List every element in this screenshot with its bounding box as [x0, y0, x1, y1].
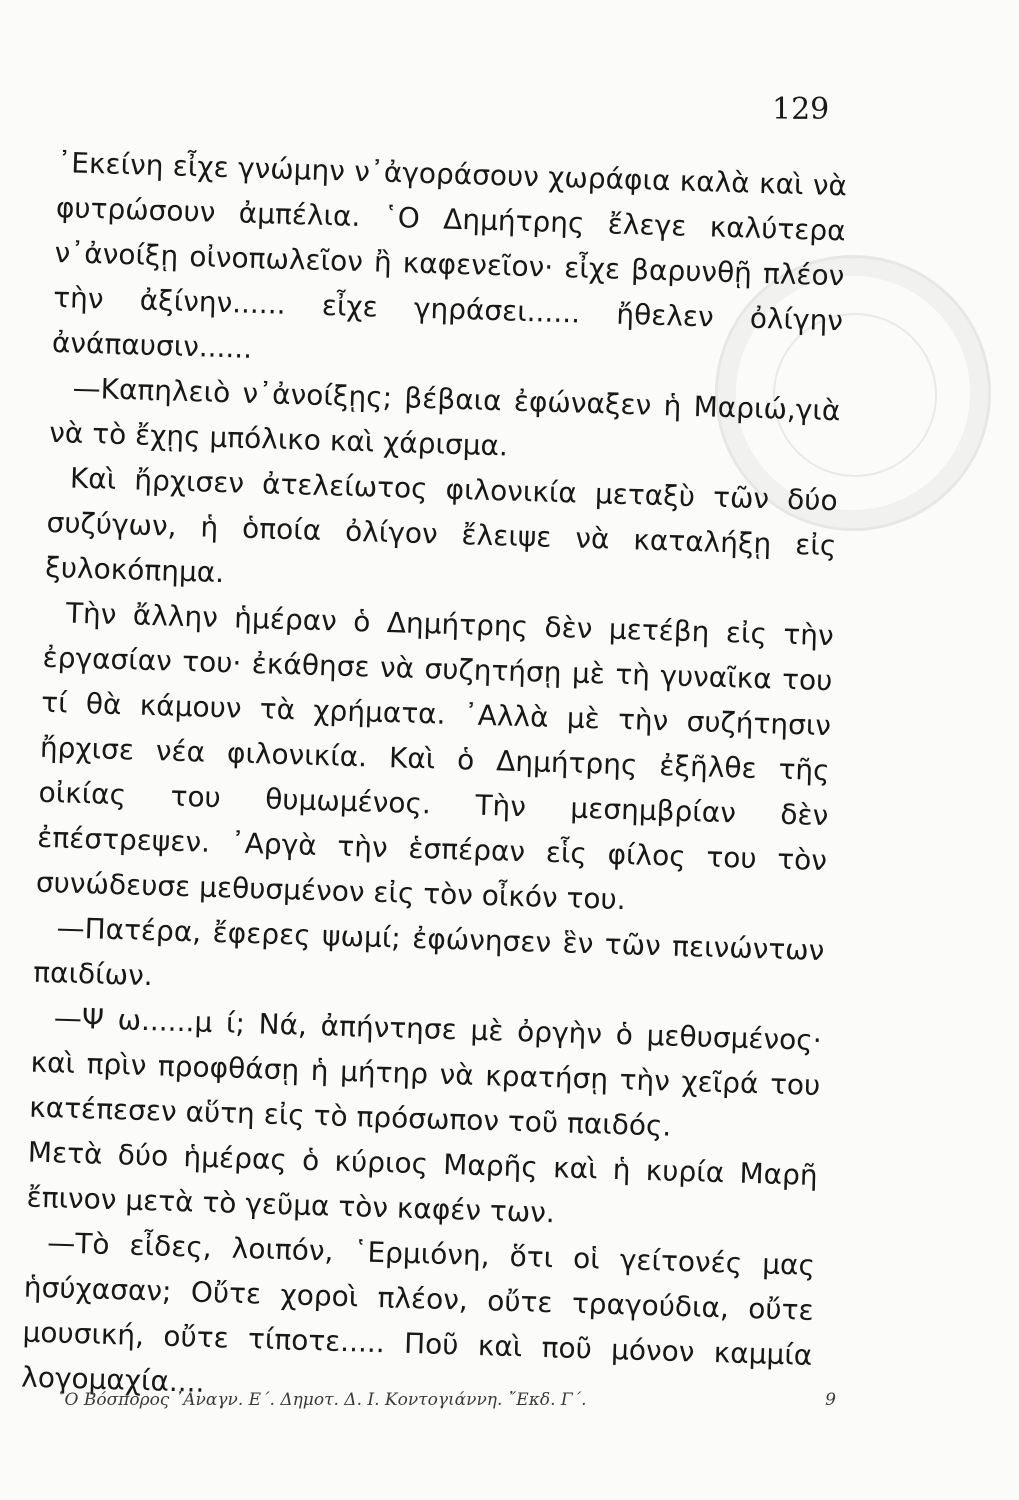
- page-number: 129: [772, 92, 830, 127]
- page-footer: [56, 1390, 836, 1410]
- paragraph-8: —Τὸ εἶδες, λοιπόν, ῾Ερμιόνη, ὅτι οἱ γείτονές μας ἡσύχασαν; Οὔτε χοροὶ πλέον, οὔτε τραγούδια, οὔτε μουσική, οὔτε τίποτε..... Ποῦ καὶ ποῦ μόνον καμμία λογομαχία....: [20, 1226, 816, 1399]
- footer-citation: ῾Ο Βόσπορος ᾿Αναγν. Ε΄. Δημοτ. Δ. Ι. Κοντογιάννη. ῎Εκδ. Γ΄.: [56, 1390, 587, 1410]
- paragraph-3: Καὶ ἤρχισεν ἀτελείωτος φιλονικία μεταξὺ τῶν δύο συζύγων, ἡ ὁποία ὀλίγον ἔλειψε νὰ καταλήξῃ εἰς ξυλοκόπημα.: [44, 461, 839, 590]
- paragraph-1: ᾿Εκείνη εἶχε γνώμην ν᾿ἀγοράσουν χωράφια καλὰ καὶ νὰ φυτρώσουν ἀμπέλια. ῾Ο Δημήτρης ἔλεγε καλύτερα ν᾿ἀνοίξῃ οἰνοπωλεῖον ἢ καφενεῖον· εἶχε βαρυνθῇ πλέον τὴν ἀξίνην...... εἶχε γηράσει...... ἤθελεν ὀλίγην ἀνάπαυσιν......: [51, 145, 848, 365]
- body-text: [21, 140, 848, 1423]
- paragraph-5: —Πατέρα, ἔφερες ψωμί; ἐφώνησεν ἓν τῶν πεινώντων παιδίων.: [32, 911, 825, 993]
- paragraph-6: —Ψ ω......μ ί; Νά, ἀπήντησε μὲ ὀργὴν ὁ μεθυσμένος· καὶ πρὶν προφθάσῃ ἡ μήτηρ νὰ κρατήσῃ τὴν χεῖρά του κατέπεσεν αὕτη εἰς τὸ πρόσωπον τοῦ παιδός.: [28, 1001, 823, 1143]
- paragraph-7: Μετὰ δύο ἡμέρας ὁ κύριος Μαρῆς καὶ ἡ κυρία Μαρῆ ἔπινον μετὰ τὸ γεῦμα τὸν καφέν των.: [26, 1135, 819, 1230]
- paragraph-4: Τὴν ἄλλην ἡμέραν ὁ Δημήτρης δὲν μετέβη εἰς τὴν ἐργασίαν του· ἐκάθησε νὰ συζητήσῃ μὲ τὴ γυναῖκα του τί θὰ κάμουν τὰ χρήματα. ᾿Αλλὰ μὲ τὴν συζήτησιν ἤρχισε νέα φιλονικία. Καὶ ὁ Δημήτρης ἐξῆλθε τῆς οἰκίας του θυμωμένος. Τὴν μεσημβρίαν δὲν ἐπέστρεψεν. ᾿Αργὰ τὴν ἑσπέραν εἷς φίλος του τὸν συνώδευσε μεθυσμένον εἰς τὸν οἶκόν του.: [35, 596, 835, 917]
- paragraph-2: —Καπηλειὸ ν᾿ἀνοίξῃς; βέβαια ἐφώναξεν ἡ Μαριώ,γιὰ νὰ τὸ ἔχῃς μπόλικο καὶ χάρισμα.: [48, 371, 841, 463]
- footer-signature-number: 9: [825, 1390, 836, 1410]
